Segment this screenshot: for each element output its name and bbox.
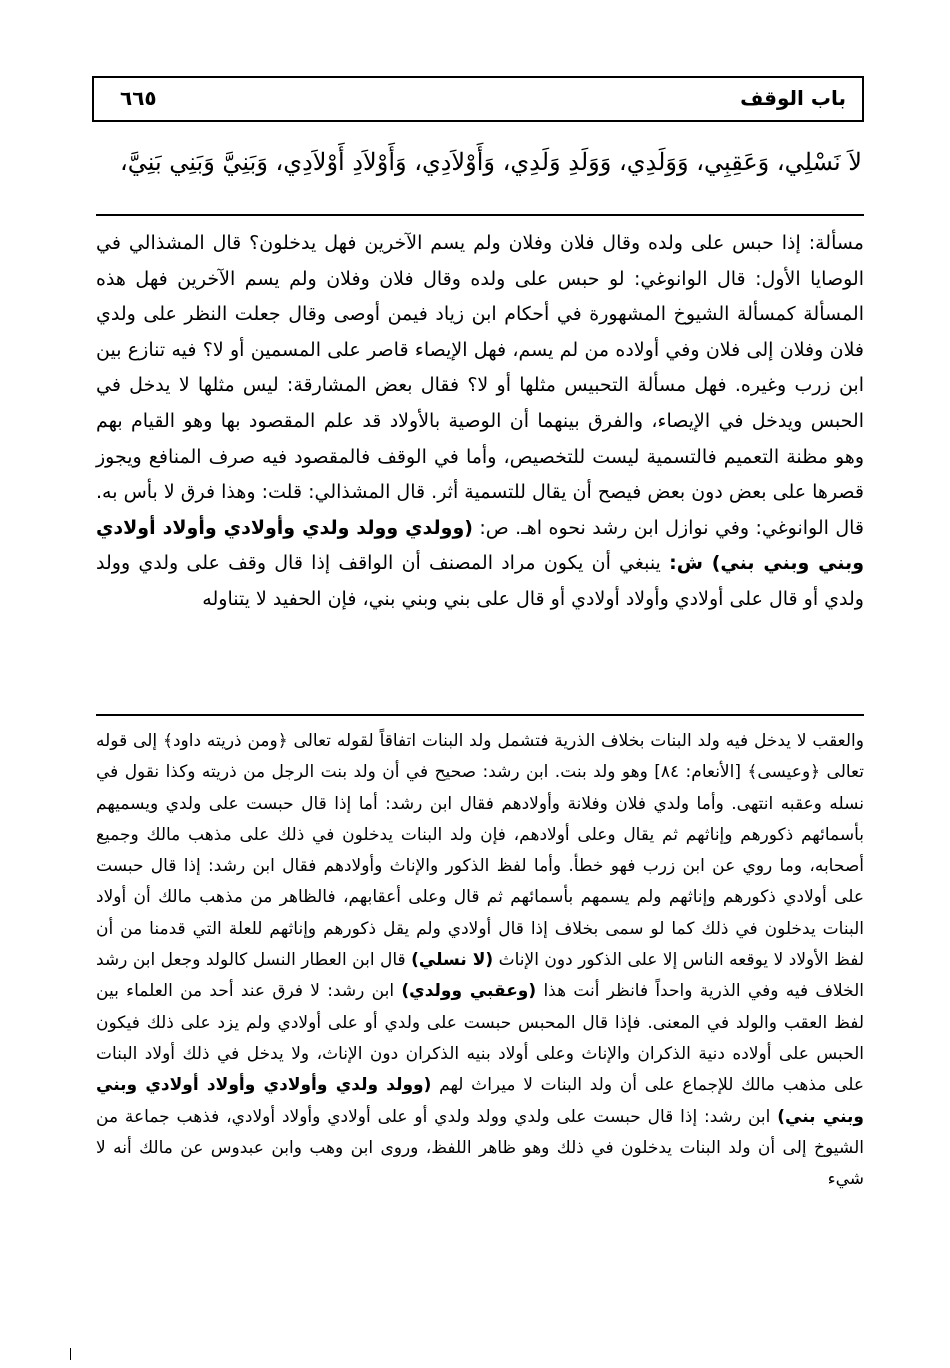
note-bold-3: (وولد ولدي وأولادي وأولاد أولادي وبني وبني بني) [96,1075,864,1127]
commentary-quote: (وولدي وولد ولدي وأولادي وأولاد أولادي وبني وبني بني) ش: [96,516,865,575]
note-segment-2: قال ابن العطار النسل كالولد وجعل ابن رشد الخلاف فيه وفي الذرية واحداً فانظر أنت هذا [96,950,864,1002]
footnote-block [96,726,864,1195]
matn-verse: لاَ نَسْلِي، وَعَقِبِي، وَوَلَدِي، وَوَلَدِ وَلَدِي، وَأَوْلاَدِي، وَأَوْلاَدِ أَوْلاَدِي، وَبَنِيَّ وَبَنِي بَنِيَّ، [119,148,862,176]
note-bold-2: (وعقبي وولدي) [401,981,537,1002]
separator-rule-top [96,214,864,216]
commentary-paragraph-2: ينبغي أن يكون مراد المصنف أن الواقف إذا قال وقف على ولدي وولد ولدي أو قال على أولادي وأولاد أولادي أو قال على بني وبني بني، فإن الحفيد لا يتناوله [96,552,864,610]
note-segment-4: ابن رشد: إذا قال حبست على ولدي وولد ولدي أو على أولادي وأولاد أولادي، فذهب جماعة من الشيوخ إلى أن ولد البنات يدخلون في ذلك وهو ظاهر اللفظ، وروى ابن وهب وابن عبدوس عن مالك أنه لا شيء [96,1106,864,1190]
commentary-block [96,226,864,618]
commentary-paragraph-1: مسألة: إذا حبس على ولده وقال فلان وفلان ولم يسم الآخرين فهل يدخلون؟ قال المشذالي في الوصايا الأول: قال الوانوغي: لو حبس على ولده وقال فلان وفلان ولم يسم الآخرين فهل هذه المسألة كمسألة الشيوخ المشهورة في أحكام ابن زياد فيمن أوصى وقال جعلت النظر على ولدي فلان وفلان إلى فلان وفي أولاده من لم يسم، فهل الإيصاء قاصر على المسمين أو لا؟ فيه تنازع بين ابن زرب وغيره. فهل مسألة التحبيس مثلها أو لا؟ فقال بعض المشارقة: ليس مثلها لا يدخل في الحبس ويدخل في الإيصاء، والفرق بينهما أن الوصية بالأولاد قد علم المقصود بها وهو القيام بهم وهو مظنة التعميم فالتسمية ليست للتخصيص، وأما في الوقف فالمقصود فيه صرف المنافع ويجوز قصرها على بعض دون بعض فيصح أن يقال للتسمية أثر. قال المشذالي: قلت: وهذا فرق لا بأس به. قال الوانوغي: وفي نوازل ابن رشد نحوه اهـ. ص: [96,232,864,539]
running-header [92,76,864,122]
margin-mark [70,1348,71,1360]
separator-rule-bottom [96,714,864,716]
note-bold-1: (لا نسلي) [411,950,494,971]
chapter-title: باب الوقف [740,86,846,110]
note-segment-3: ابن رشد: لا فرق عند أحد من العلماء بين لفظ العقب والولد في المعنى. فإذا قال المحبس حبست على ولدي أو على أولادي ولم يزد على ذلك فيكون الحبس على أولاده دنية الذكران والإناث وعلى أولاد بنيه الذكران دون الإناث، ولا يدخل في ذلك أولاد البنات على مذهب مالك للإجماع على أن ولد البنات لا ميراث لهم [96,981,864,1096]
note-segment-1: والعقب لا يدخل فيه ولد البنات بخلاف الذرية فتشمل ولد البنات اتفاقاً لقوله تعالى ﴿ومن ذريته داود﴾ إلى قوله تعالى ﴿وعيسى﴾ [الأنعام: ٨٤] وهو ولد بنت. ابن رشد: صحيح في أن ولد بنت الرجل من ذريته وكذا نقول في نسله وعقبه انتهى. وأما ولدي فلان وفلانة وأولادهم فقال ابن رشد: أما إذا قال حبست على ولدي ويسميهم بأسمائهم ذكورهم وإناثهم ثم يقال وعلى أولادهم، فإن ولد البنات يدخلون في ذلك على مذهب مالك وجميع أصحابه، وما روي عن ابن زرب فهو خطأ. وأما لفظ الذكور والإناث وأولادهم فقال ابن رشد: إذا قال حبست على أولادي ذكورهم وإناثهم ولم يسمهم بأسمائهم ثم قال وعلى أعقابهم، فالظاهر من مذهب مالك أن أولاد البنات يدخلون في ذلك كما لو سمى بخلاف إذا قال أولادي ولم يقل ذكورهم وإناثهم للعلة التي قدمنا من أن لفظ الأولاد لا يوقعه الناس إلا على الذكور دون الإناث [96,731,865,971]
page-number: ٦٦٥ [120,86,157,110]
